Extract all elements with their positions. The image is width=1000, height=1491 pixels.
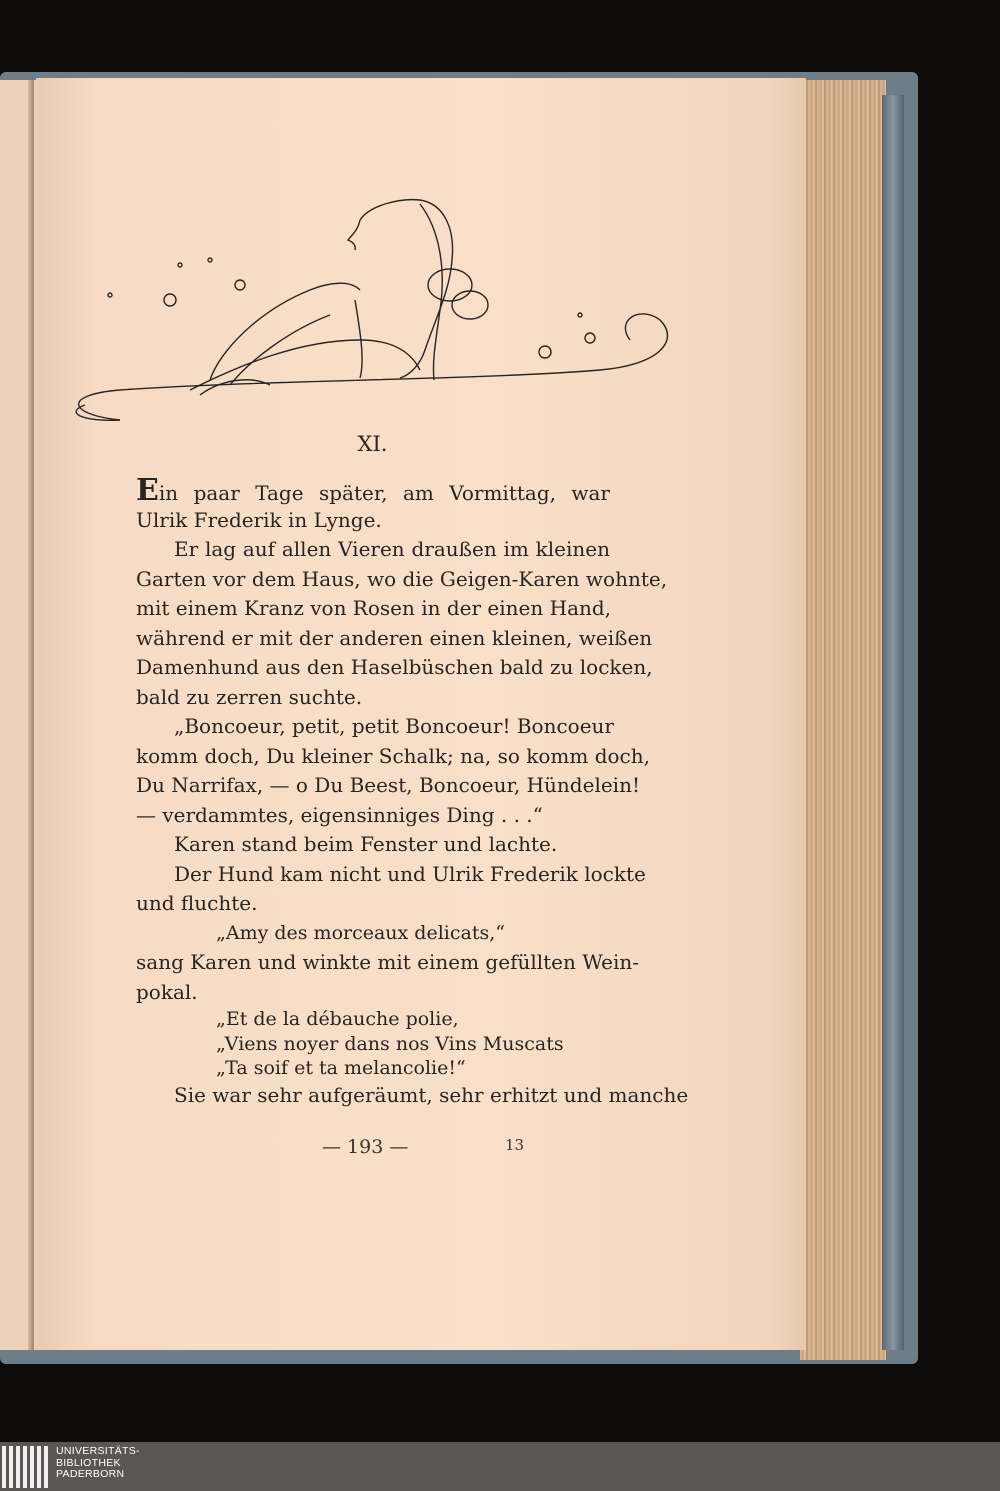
initial-capital: E (136, 473, 159, 508)
chapter-heading: XI. (357, 432, 388, 456)
body-text (136, 473, 689, 1110)
text-line: Er lag auf allen Vieren draußen im kleinen (174, 537, 610, 561)
verse-line: „Ta soif et ta melancolie!“ (216, 1057, 466, 1079)
text-line: Du Narrifax, — o Du Beest, Boncoeur, Hündelein! (136, 773, 640, 797)
gutter-shadow (28, 80, 34, 1350)
text-line: — verdammtes, eigensinniges Ding . . .“ (136, 802, 543, 827)
text-line: Damenhund aus den Haselbüschen bald zu locken, (136, 655, 653, 679)
cover-edge (882, 95, 904, 1350)
page-number: — 193 — (322, 1136, 409, 1158)
library-logo-icon (2, 1446, 50, 1488)
text-line: pokal. (136, 979, 198, 1004)
text-line: „Boncoeur, petit, petit Boncoeur! Boncoeur (174, 714, 614, 738)
text-line: mit einem Kranz von Rosen in der einen Hand, (136, 596, 612, 620)
text-line (136, 473, 610, 508)
text-line: Ulrik Frederik in Lynge. (136, 507, 382, 532)
text-line: sang Karen und winkte mit einem gefüllten Wein- (136, 950, 640, 974)
page-edges (800, 80, 886, 1360)
text-line: Sie war sehr aufgeräumt, sehr erhitzt und manche (174, 1082, 689, 1107)
text-line: komm doch, Du kleiner Schalk; na, so komm doch, (136, 743, 650, 768)
text-line: Der Hund kam nicht und Ulrik Frederik lockte (174, 861, 646, 886)
library-footer (0, 1442, 1000, 1491)
text-line: und fluchte. (136, 891, 258, 915)
verse-line: „Amy des morceaux delicats,“ (216, 921, 505, 944)
verse-line: „Viens noyer dans nos Vins Muscats (216, 1032, 564, 1055)
logo-line-1: UNIVERSITÄTS- (56, 1445, 140, 1457)
library-logo-text (56, 1446, 140, 1481)
text-line: Garten vor dem Haus, wo die Geigen-Karen wohnte, (136, 566, 668, 591)
text-line: Karen stand beim Fenster und lachte. (174, 832, 558, 856)
logo-line-3: PADERBORN (56, 1468, 125, 1480)
signature-mark: 13 (505, 1136, 525, 1154)
text-line: bald zu zerren suchte. (136, 684, 363, 709)
text-line: während er mit der anderen einen kleinen, weißen (136, 625, 653, 650)
line-text: Ein paar Tage später, am Vormittag, war (136, 473, 610, 508)
verse-line: „Et de la débauche polie, (216, 1008, 459, 1030)
chapter-illustration (60, 190, 690, 435)
logo-line-2: BIBLIOTHEK (56, 1456, 121, 1469)
